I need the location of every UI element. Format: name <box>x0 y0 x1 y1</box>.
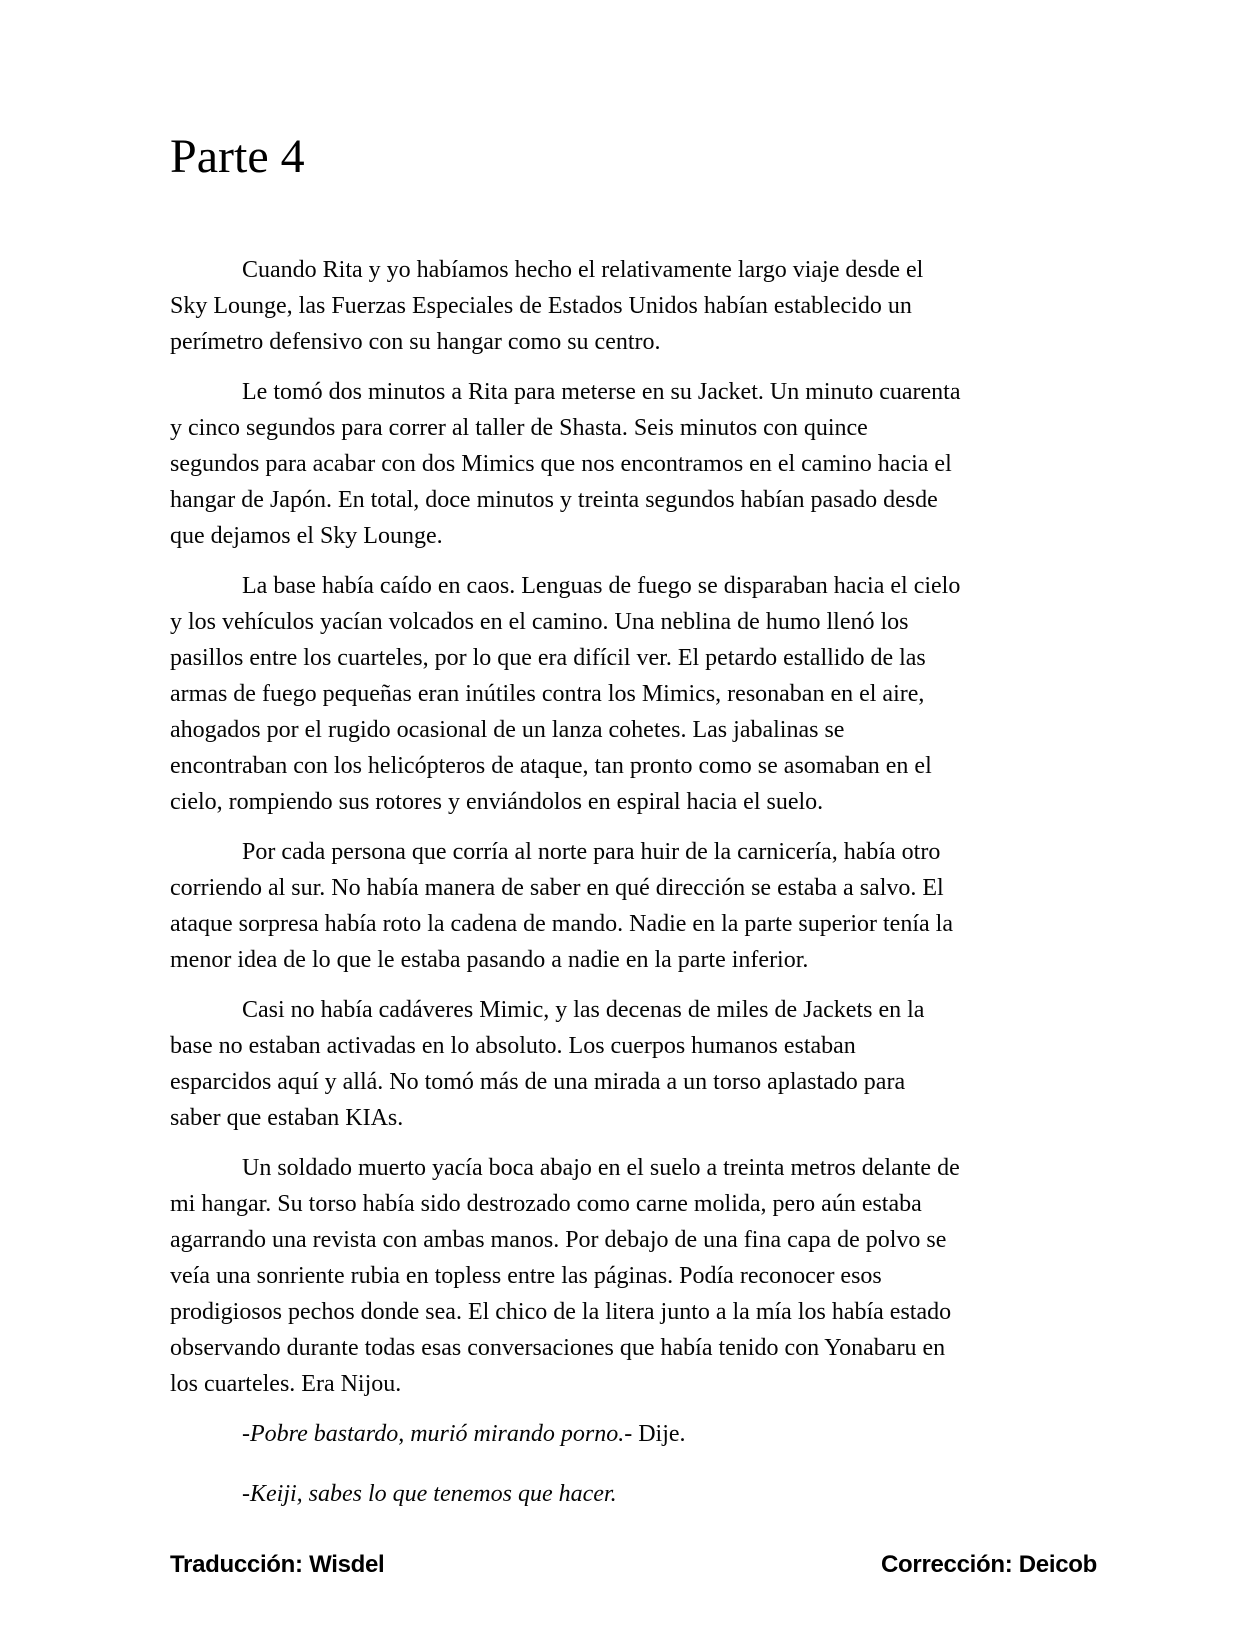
body-text <box>170 252 1097 1512</box>
paragraph-line: Un soldado muerto yacía boca abajo en el suelo a treinta metros delante de <box>242 1155 960 1181</box>
paragraph-line: prodigiosos pechos donde sea. El chico de la litera junto a la mía los había estado <box>170 1299 952 1325</box>
paragraph-line: que dejamos el Sky Lounge. <box>170 523 443 549</box>
paragraph-line: ataque sorpresa había roto la cadena de mando. Nadie en la parte superior tenía la <box>170 911 953 937</box>
footer-translation-credit: Traducción: Wisdel <box>170 1551 385 1578</box>
paragraph-line: agarrando una revista con ambas manos. Por debajo de una fina capa de polvo se <box>170 1227 947 1253</box>
dialogue-paragraph <box>170 1416 1097 1452</box>
dialogue-line <box>170 1416 1097 1452</box>
dialogue-italic-text: -Keiji, sabes lo que tenemos que hacer. <box>242 1481 617 1507</box>
page-content <box>170 0 1097 1536</box>
paragraph-line: armas de fuego pequeñas eran inútiles contra los Mimics, resonaban en el aire, <box>170 681 925 707</box>
paragraph-line: Le tomó dos minutos a Rita para meterse en su Jacket. Un minuto cuarenta <box>242 379 961 405</box>
paragraph-line: los cuarteles. Era Nijou. <box>170 1371 402 1397</box>
dialogue-italic-text: -Pobre bastardo, murió mirando porno. <box>242 1421 625 1447</box>
paragraph-line: La base había caído en caos. Lenguas de fuego se disparaban hacia el cielo <box>242 573 961 599</box>
paragraph <box>170 374 1097 554</box>
paragraph-line: encontraban con los helicópteros de ataque, tan pronto como se asomaban en el <box>170 753 932 779</box>
paragraph-line: veía una sonriente rubia en topless entre las páginas. Podía reconocer esos <box>170 1263 882 1289</box>
paragraph-line: perímetro defensivo con su hangar como su centro. <box>170 329 661 355</box>
dialogue-plain-text: - Dije. <box>624 1421 686 1447</box>
paragraph-line: segundos para acabar con dos Mimics que nos encontramos en el camino hacia el <box>170 451 952 477</box>
paragraph-line: Casi no había cadáveres Mimic, y las decenas de miles de Jackets en la <box>242 997 925 1023</box>
paragraph-line: ahogados por el rugido ocasional de un lanza cohetes. Las jabalinas se <box>170 717 845 743</box>
paragraph-line: mi hangar. Su torso había sido destrozado como carne molida, pero aún estaba <box>170 1191 922 1217</box>
paragraph-line: esparcidos aquí y allá. No tomó más de una mirada a un torso aplastado para <box>170 1069 906 1095</box>
paragraph <box>170 568 1097 820</box>
paragraph <box>170 1150 1097 1402</box>
page-title: Parte 4 <box>170 130 305 183</box>
paragraph-line: Por cada persona que corría al norte para huir de la carnicería, había otro <box>242 839 941 865</box>
paragraph-line: Sky Lounge, las Fuerzas Especiales de Estados Unidos habían establecido un <box>170 293 912 319</box>
paragraph-line: Cuando Rita y yo habíamos hecho el relativamente largo viaje desde el <box>242 257 924 283</box>
paragraph-line: y cinco segundos para correr al taller de Shasta. Seis minutos con quince <box>170 415 868 441</box>
paragraph <box>170 992 1097 1136</box>
paragraph-line: cielo, rompiendo sus rotores y enviándolos en espiral hacia el suelo. <box>170 789 824 815</box>
paragraph <box>170 834 1097 978</box>
paragraph-line: menor idea de lo que le estaba pasando a nadie en la parte inferior. <box>170 947 809 973</box>
paragraph-line: corriendo al sur. No había manera de saber en qué dirección se estaba a salvo. El <box>170 875 944 901</box>
paragraph-line: base no estaban activadas en lo absoluto. Los cuerpos humanos estaban <box>170 1033 856 1059</box>
paragraph-line: saber que estaban KIAs. <box>170 1105 404 1131</box>
paragraph-line: y los vehículos yacían volcados en el camino. Una neblina de humo llenó los <box>170 609 909 635</box>
dialogue-paragraph <box>170 1476 1097 1512</box>
paragraph <box>170 252 1097 360</box>
paragraph-line: hangar de Japón. En total, doce minutos y treinta segundos habían pasado desde <box>170 487 938 513</box>
footer-correction-credit: Corrección: Deicob <box>881 1551 1097 1578</box>
dialogue-line <box>170 1476 1097 1512</box>
paragraph-line: pasillos entre los cuarteles, por lo que era difícil ver. El petardo estallido de las <box>170 645 926 671</box>
paragraph-line: observando durante todas esas conversaciones que había tenido con Yonabaru en <box>170 1335 946 1361</box>
page-footer <box>170 1551 1097 1579</box>
